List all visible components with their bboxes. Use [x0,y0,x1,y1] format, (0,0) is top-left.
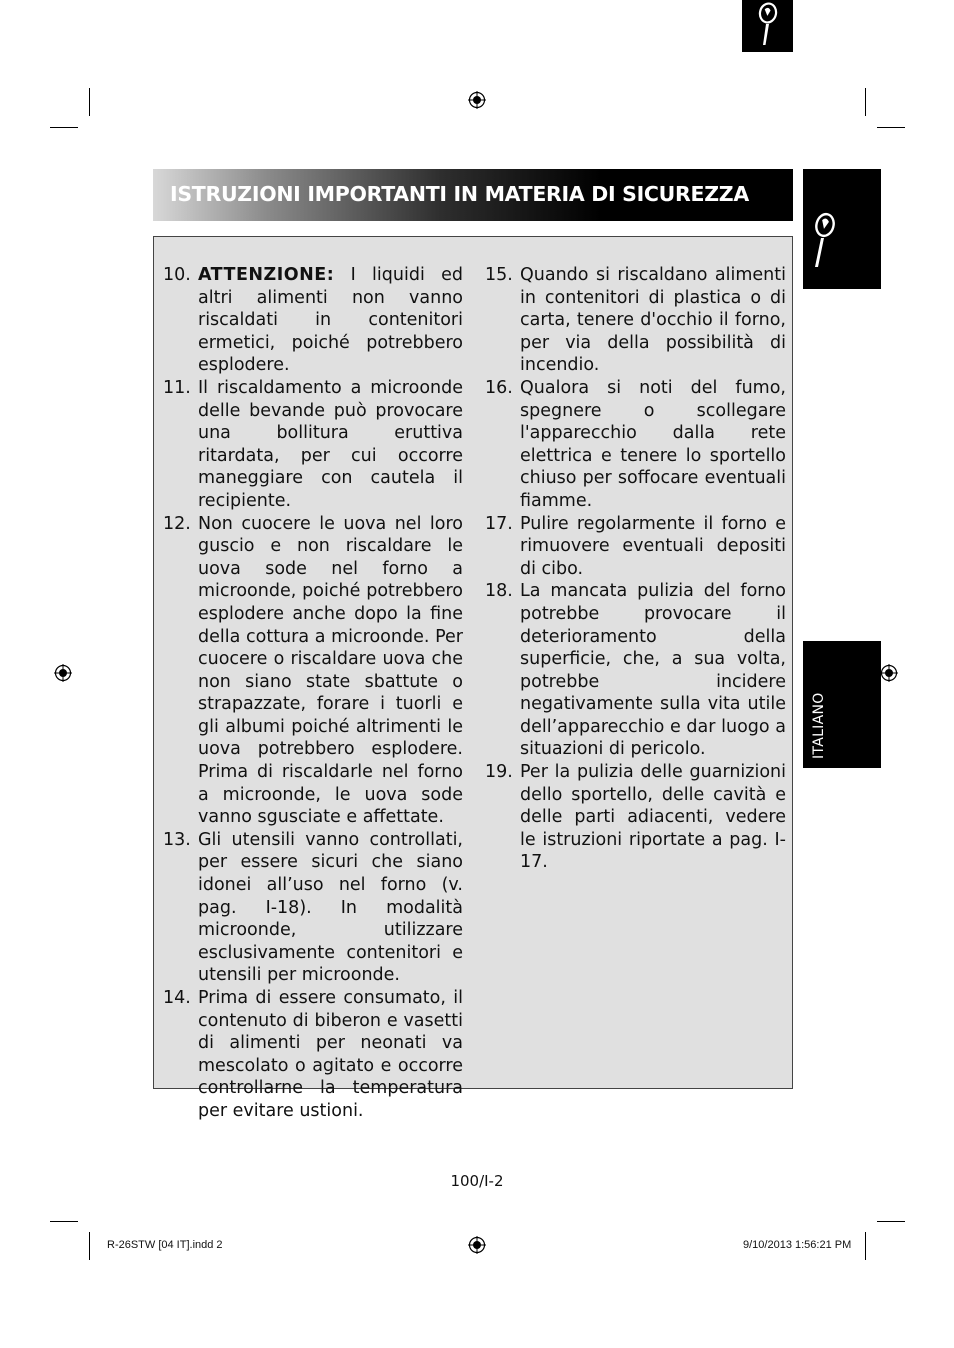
registration-mark-icon [468,91,486,109]
crop-mark [89,1232,90,1260]
item-number: 18. [485,581,513,602]
item-number: 16. [485,377,513,398]
item-text: Prima di essere consumato, il contenuto di biberon e vasetti di alimenti per neonati va mescolato o agitato e occorre controllarne la temperatura per evitare ustioni. [198,988,463,1121]
left-column [163,264,463,1123]
crop-mark [877,127,905,128]
item-number: 12. [163,513,191,534]
list-item [485,761,786,874]
crop-mark [865,88,866,116]
warning-exclamation-icon [742,0,793,52]
list-item [163,829,463,987]
crop-mark [50,127,78,128]
crop-mark [89,88,90,116]
item-text: La mancata pulizia del forno potrebbe provocare il deterioramento della superficie, che, a sua volta, potrebbe incidere negativamente sulla vita utile dell’apparecchio e dar luogo a situazioni di pericolo. [520,581,786,760]
item-text: Il riscaldamento a microonde delle bevande può provocare una bollitura eruttiva ritardata, per cui occorre maneggiare con cautela il recipiente. [198,377,463,511]
item-text: Non cuocere le uova nel loro guscio e non riscaldare le uova sode nel forno a microonde, poiché potrebbero esplodere anche dopo la fine della cottura a microonde. Per cuocere o riscaldare uova che non siano state sbattute o strapazzate, forare i tuorli e gli albumi poiché altrimenti le uova potrebbero esplodere. Prima di riscaldarle nel forno a microonde, le uova sode vanno sgusciate e affettate. [198,513,463,828]
instructions-box [153,236,793,1121]
item-number: 10. [163,265,191,285]
list-item [485,264,786,377]
item-number: 19. [485,762,513,783]
item-number: 11. [163,377,191,398]
list-item [485,580,786,761]
list-item [485,377,786,513]
list-item [163,377,463,513]
footer-date: 9/10/2013 1:56:21 PM [743,1239,852,1251]
item-number: 13. [163,829,191,850]
crop-mark [50,1221,78,1222]
page-number: 100/I-2 [450,1172,504,1190]
right-column [485,264,786,874]
language-label: ITALIANO [811,692,827,759]
item-text: I liquidi ed altri alimenti non vanno riscaldati in contenitori ermetici, poiché potrebbero esplodere. [198,265,463,376]
section-header [153,169,793,221]
item-text: Qualora si noti del fumo, spegnere o scollegare l'apparecchio dalla rete elettrica e tenere lo sportello chiuso per soffocare eventuali fiamme. [520,377,786,511]
item-text: Gli utensili vanno controllati, per essere sicuri che siano idonei all’uso nel forno (v. pag. I-18). In modalità microonde, utilizzare esclusivamente contenitori e utensili per microonde. [198,829,463,986]
item-text: Pulire regolarmente il forno e rimuovere eventuali depositi di cibo. [520,513,786,579]
registration-mark-icon [880,664,898,682]
footer-file-name: R-26STW [04 IT].indd 2 [107,1239,223,1251]
warning-exclamation-icon [803,169,881,289]
item-text: Quando si riscaldano alimenti in contenitori di plastica o di carta, tenere d'occhio il forno, per via della possibilità di incendio. [520,265,786,376]
item-strong-label: ATTENZIONE: [198,265,335,285]
list-item [163,987,463,1123]
registration-mark-icon [468,1236,486,1254]
item-number: 17. [485,513,513,534]
list-item [163,264,463,377]
item-number: 15. [485,265,513,285]
registration-mark-icon [54,664,72,682]
crop-mark [877,1221,905,1222]
list-item [163,513,463,829]
crop-mark [865,1232,866,1260]
language-tab [803,641,881,768]
side-tab-icon-block [803,169,881,289]
item-number: 14. [163,988,191,1008]
section-title: ISTRUZIONI IMPORTANTI IN MATERIA DI SICUREZZA [170,182,749,206]
list-item [485,513,786,581]
item-text: Per la pulizia delle guarnizioni dello sportello, delle cavità e delle parti adiacenti, vedere le istruzioni riportate a pag. I-17. [520,762,786,873]
